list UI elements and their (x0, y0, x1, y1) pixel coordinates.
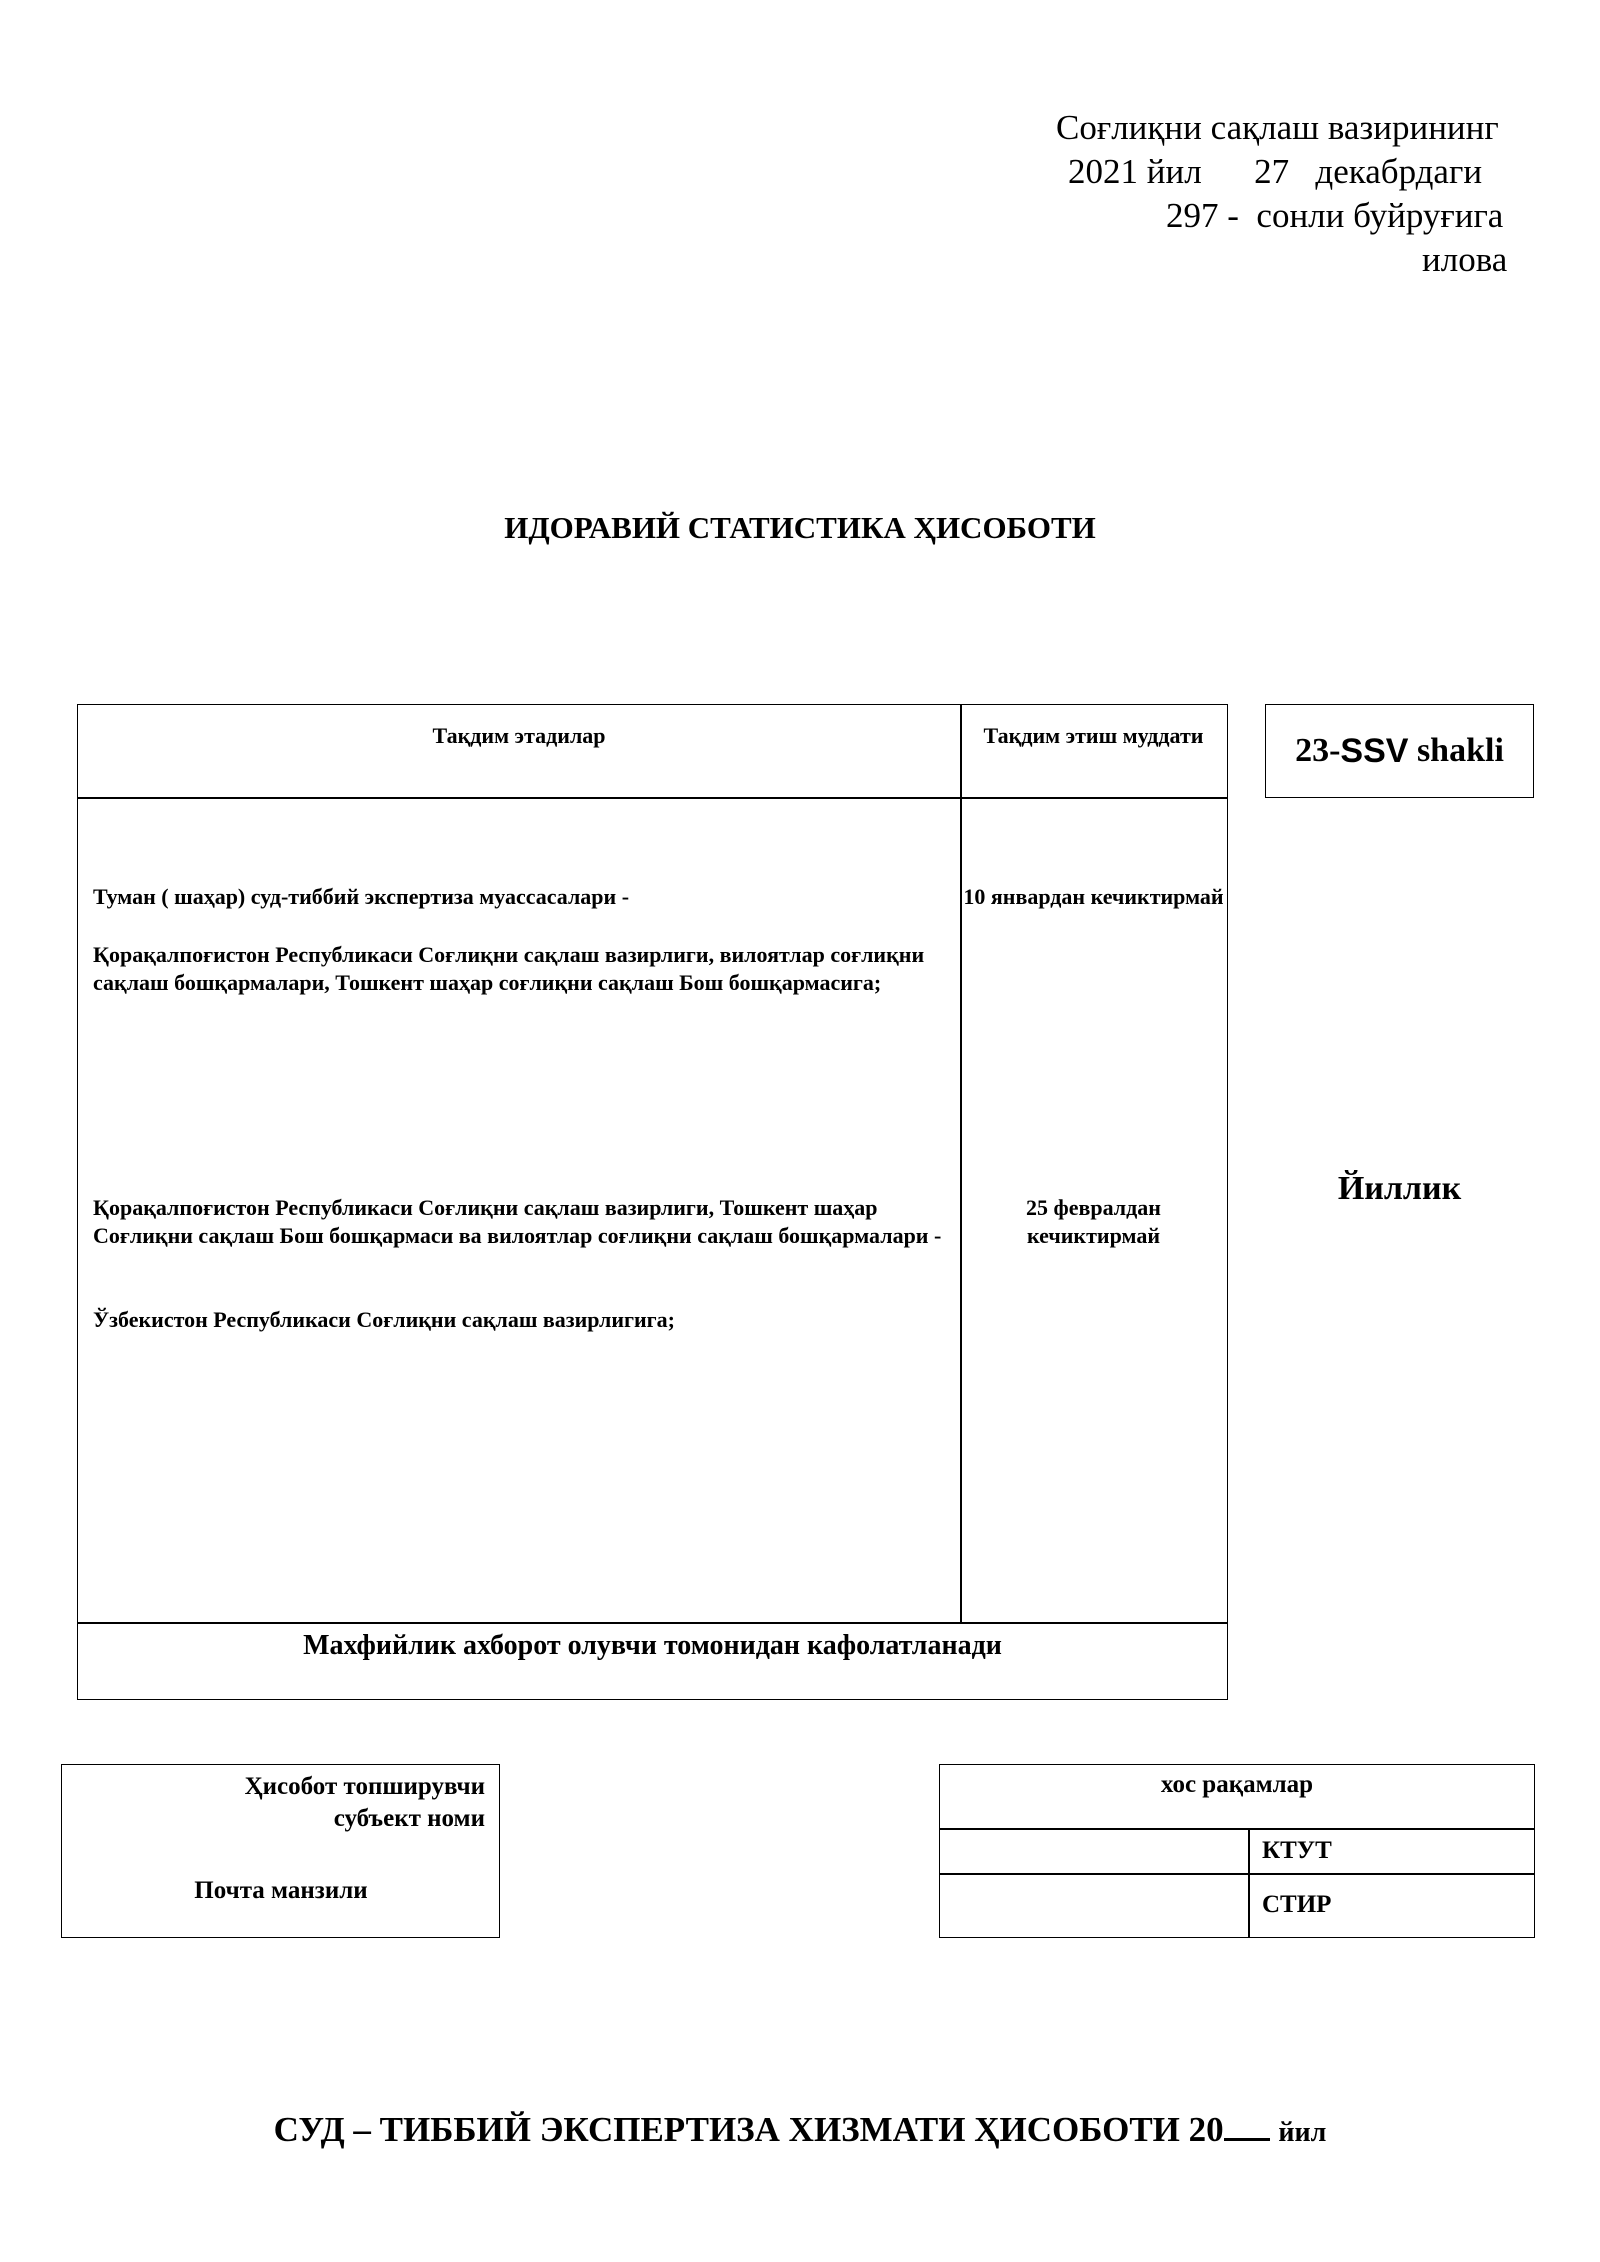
approval-line-date: 2021 йил 27 декабрдаги (1068, 152, 1483, 191)
row-2-deadline: 25 февралдан кечиктирмай (1026, 1195, 1161, 1248)
ktut-label: КТУТ (1262, 1837, 1332, 1864)
codes-title: хос рақамлар (1160, 1771, 1314, 1798)
subject-name-label (245, 1771, 485, 1835)
row-2-recipient: Ўзбекистон Республикаси Соғлиқни сақлаш вазирлигига; (93, 1307, 675, 1332)
row-1-recipient: Қорақалпоғистон Республикаси Соғлиқни сақлаш вазирлиги, вилоятлар соғлиқни сақлаш бошқармалари, Тошкент шаҳар соғлиқни сақлаш Бош бошқармасига; (93, 942, 925, 995)
approval-line-ministry: Соғлиқни сақлаш вазирининг (1056, 108, 1499, 147)
table-divider (940, 1828, 1534, 1830)
form-code-prefix: 23- (1295, 732, 1341, 769)
identification-codes-table (939, 1764, 1535, 1938)
table-divider (78, 1622, 1227, 1624)
header-recipients: Тақдим этадилар (432, 723, 606, 748)
table-divider (1248, 1828, 1250, 1938)
subject-info-table (61, 1764, 500, 1938)
row-1-sender: Туман ( шаҳар) суд-тиббий экспертиза муассасалари - (93, 884, 630, 909)
reporting-period: Йиллик (1337, 1170, 1462, 1207)
row-2-sender: Қорақалпоғистон Республикаси Соғлиқни сақлаш вазирлиги, Тошкент шаҳар Соғлиқни сақлаш Бош бошқармаси ва вилоятлар соғлиқни сақлаш бошқармалари - (93, 1195, 942, 1248)
submission-table (77, 704, 1228, 1700)
table-divider (960, 705, 962, 1622)
report-title-text: СУД – ТИББИЙ ЭКСПЕРТИЗА ХИЗМАТИ ҲИСОБОТИ 20 (273, 2110, 1224, 2149)
subject-name-label-line1: Ҳисобот топширувчи (244, 1773, 485, 1800)
form-code-suffix: shakli (1408, 732, 1504, 769)
report-title (0, 2108, 1600, 2150)
subject-name-label-line2: субъект номи (333, 1805, 485, 1832)
year-blank-line (1224, 2108, 1270, 2141)
form-code: SSV (1340, 731, 1409, 770)
approval-line-order: 297 - сонли буйруғига (1166, 196, 1504, 235)
report-title-year-word: йил (1278, 2117, 1327, 2148)
header-deadline: Тақдим этиш муддати (983, 723, 1204, 748)
document-title: ИДОРАВИЙ СТАТИСТИКА ҲИСОБОТИ (504, 510, 1096, 545)
table-divider (78, 797, 1227, 799)
table-divider (940, 1873, 1534, 1875)
approval-line-annex: илова (1422, 240, 1508, 279)
form-code-box (1265, 704, 1534, 798)
row-1-deadline: 10 январдан кечиктирмай (963, 884, 1224, 909)
postal-address-label: Почта манзили (194, 1877, 368, 1904)
confidentiality-note: Махфийлик ахборот олувчи томонидан кафолатланади (303, 1630, 1002, 1661)
stir-label: СТИР (1262, 1891, 1332, 1918)
